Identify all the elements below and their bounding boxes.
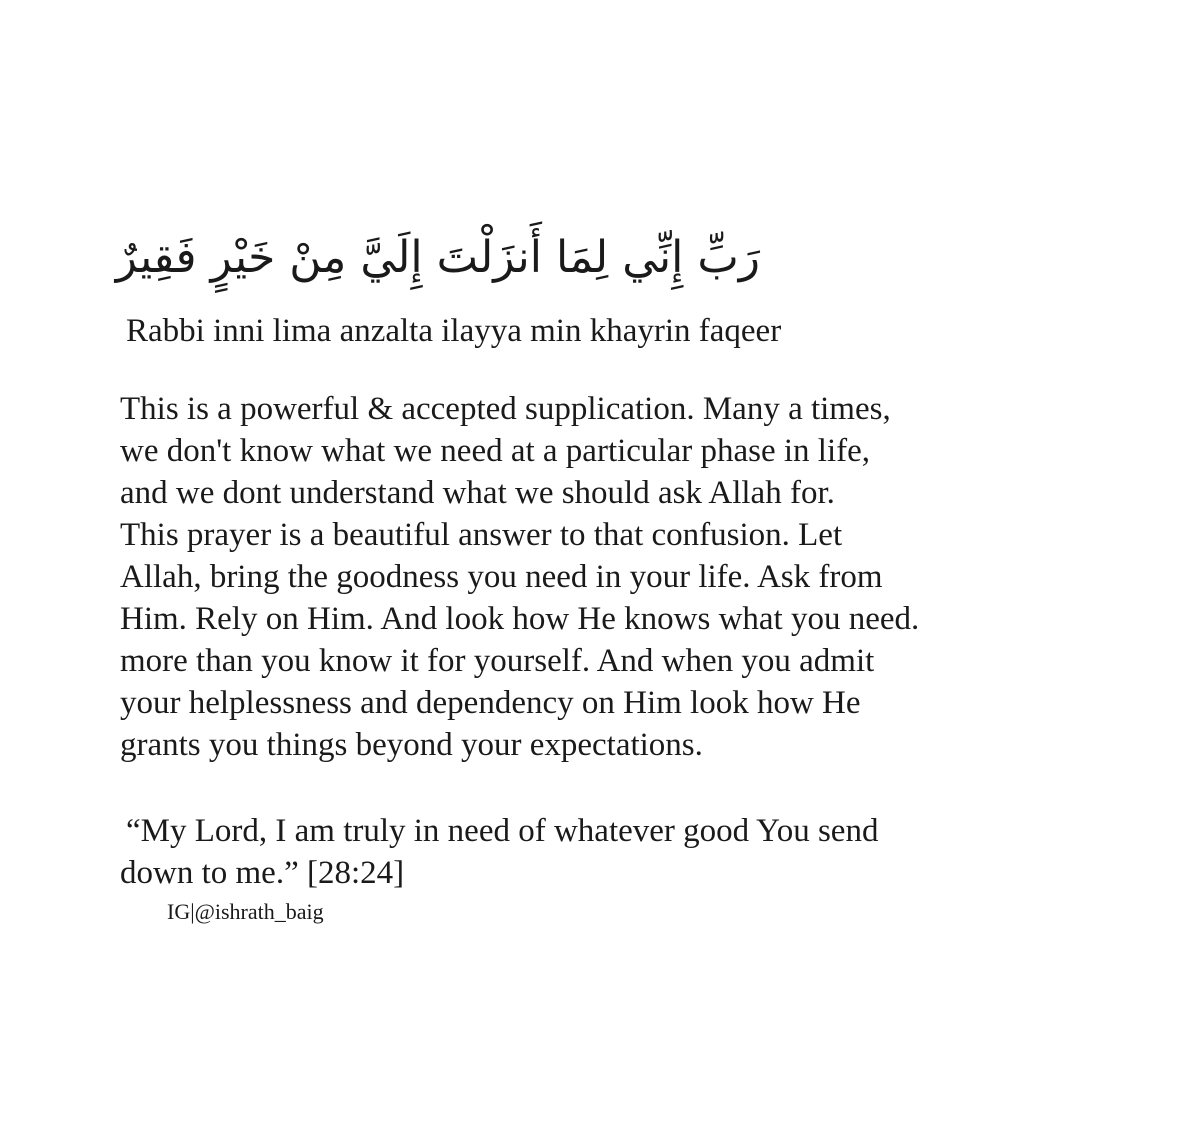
paragraph-line: This prayer is a beautiful answer to that confusion. Let (120, 517, 843, 553)
transliteration: Rabbi inni lima anzalta ilayya min khayrin faqeer (126, 313, 782, 349)
paragraph-line: your helplessness and dependency on Him look how He (120, 685, 861, 721)
paragraph-line: This is a powerful & accepted supplication. Many a times, (120, 391, 891, 427)
translation-quote (120, 810, 878, 894)
quote-line: “My Lord, I am truly in need of whatever good You send (126, 813, 879, 849)
paragraph-line: more than you know it for yourself. And when you admit (120, 643, 875, 679)
arabic-dua: رَبِّ إِنِّي لِمَا أَنزَلْتَ إِلَيَّ مِنْ خَيْرٍ فَقِيرٌ (115, 232, 760, 283)
quote-line: down to me.” [28:24] (120, 855, 405, 891)
paragraph-line: Him. Rely on Him. And look how He knows what you need. (120, 601, 920, 637)
instagram-credit: IG|@ishrath_baig (167, 899, 324, 924)
paragraph-line: Allah, bring the goodness you need in your life. Ask from (120, 559, 883, 595)
paragraph-line: and we dont understand what we should ask Allah for. (120, 475, 835, 511)
paragraph-line: we don't know what we need at a particular phase in life, (120, 433, 871, 469)
explanation-paragraph (120, 388, 919, 766)
paragraph-line: grants you things beyond your expectations. (120, 727, 703, 763)
